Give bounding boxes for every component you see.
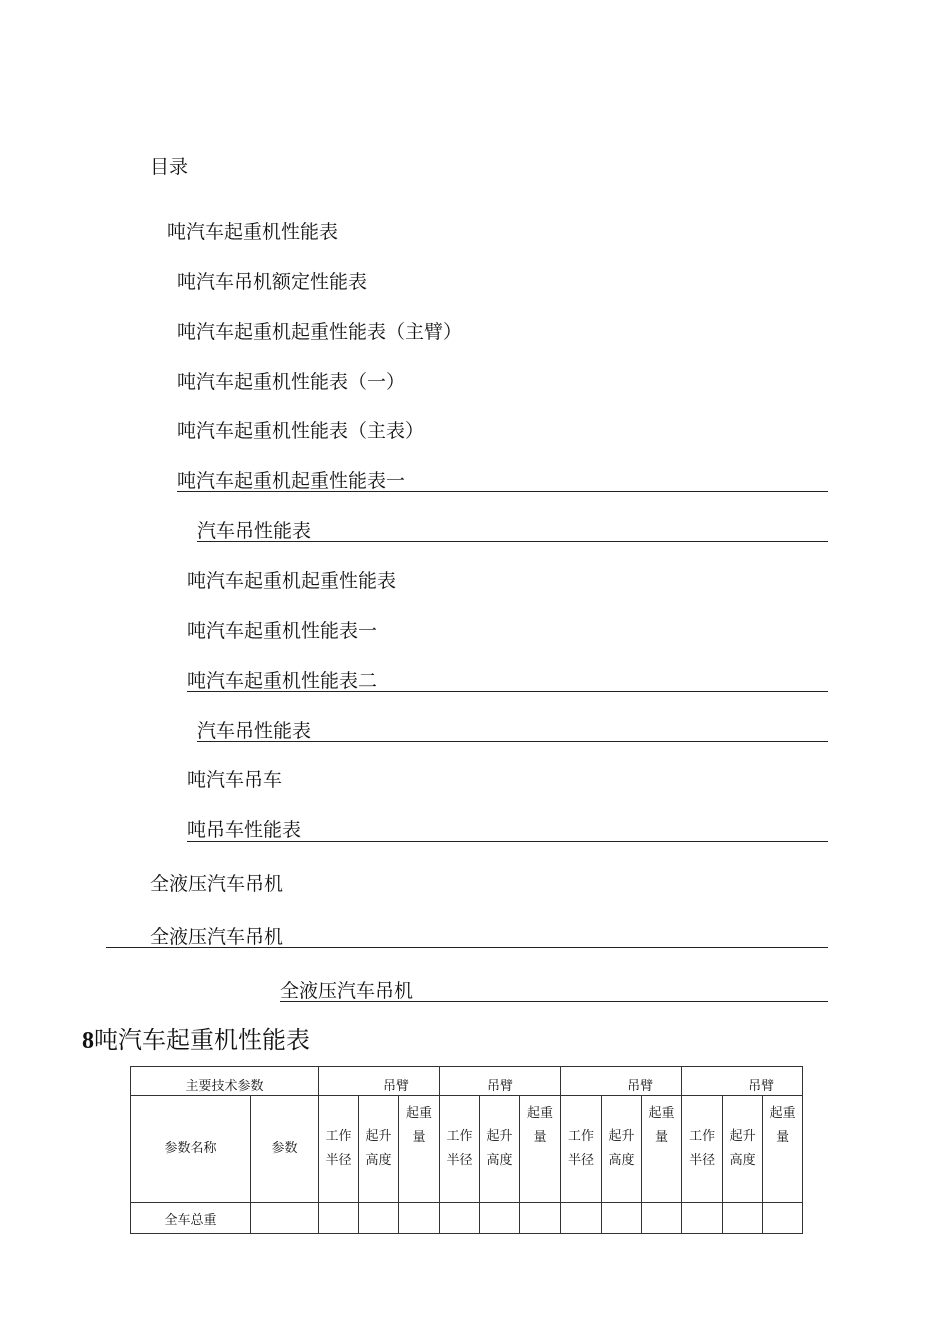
toc-item[interactable]: 全液压汽车吊机 <box>280 980 414 1002</box>
table-cell <box>399 1203 440 1234</box>
spec-table <box>130 1066 803 1234</box>
table-subheader-row <box>131 1096 803 1203</box>
toc-rule <box>187 691 828 692</box>
boom-header: 吊臂 <box>319 1067 440 1096</box>
toc-item[interactable]: 吨汽车吊车 <box>187 769 283 791</box>
toc-item[interactable]: 吨汽车起重机起重性能表 <box>187 570 397 592</box>
lift-weight-header: 起重量 <box>399 1096 440 1203</box>
table-header-row <box>131 1067 803 1096</box>
boom-header: 吊臂 <box>440 1067 561 1096</box>
main-params-header: 主要技术参数 <box>131 1067 319 1096</box>
section-number: 8 <box>82 1028 94 1054</box>
param-name-header: 参数名称 <box>131 1096 251 1203</box>
row-label-total-weight: 全车总重 <box>131 1203 251 1234</box>
boom-header: 吊臂 <box>682 1067 803 1096</box>
table-cell <box>440 1203 480 1234</box>
toc-item[interactable]: 汽车吊性能表 <box>197 720 312 742</box>
work-radius-header: 工作半径 <box>440 1096 480 1203</box>
work-radius-header: 工作半径 <box>561 1096 602 1203</box>
work-radius-header: 工作半径 <box>319 1096 359 1203</box>
section-heading <box>82 1020 310 1055</box>
toc-item[interactable]: 汽车吊性能表 <box>197 520 312 542</box>
table-cell <box>763 1203 803 1234</box>
toc-rule <box>197 541 828 542</box>
boom-header: 吊臂 <box>561 1067 682 1096</box>
toc-item[interactable]: 吨汽车起重机起重性能表（主臂） <box>177 321 463 343</box>
lift-weight-header: 起重量 <box>520 1096 561 1203</box>
toc-item[interactable]: 吨汽车吊机额定性能表 <box>177 271 368 293</box>
toc-item[interactable]: 吨汽车起重机性能表一 <box>187 620 378 642</box>
lift-height-header: 起升高度 <box>480 1096 520 1203</box>
table-cell <box>723 1203 763 1234</box>
lift-height-header: 起升高度 <box>359 1096 399 1203</box>
table-cell <box>319 1203 359 1234</box>
toc-item[interactable]: 全液压汽车吊机 <box>150 926 284 948</box>
lift-weight-header: 起重量 <box>642 1096 682 1203</box>
toc-rule <box>197 741 828 742</box>
lift-height-header: 起升高度 <box>723 1096 763 1203</box>
table-cell <box>480 1203 520 1234</box>
table-cell <box>682 1203 723 1234</box>
toc-rule <box>177 491 828 492</box>
lift-weight-header: 起重量 <box>763 1096 803 1203</box>
toc-title: 目录 <box>150 156 189 178</box>
toc-item[interactable]: 吨汽车起重机性能表（一） <box>177 371 406 393</box>
table-cell <box>561 1203 602 1234</box>
toc-item[interactable]: 吨吊车性能表 <box>187 819 302 841</box>
toc-item[interactable]: 吨汽车起重机性能表 <box>167 221 339 243</box>
table-cell <box>359 1203 399 1234</box>
toc-rule <box>280 1001 828 1002</box>
table-cell <box>251 1203 319 1234</box>
section-title: 吨汽车起重机性能表 <box>94 1026 310 1054</box>
table-cell <box>520 1203 561 1234</box>
lift-height-header: 起升高度 <box>602 1096 642 1203</box>
table-row <box>131 1203 803 1234</box>
toc-rule <box>106 947 828 948</box>
toc-item[interactable]: 吨汽车起重机性能表（主表） <box>177 420 425 442</box>
toc-rule <box>187 841 828 842</box>
toc-item[interactable]: 吨汽车起重机性能表二 <box>187 670 378 692</box>
toc-item[interactable]: 全液压汽车吊机 <box>150 873 284 895</box>
work-radius-header: 工作半径 <box>682 1096 723 1203</box>
table-cell <box>602 1203 642 1234</box>
param-header: 参数 <box>251 1096 319 1203</box>
toc-item[interactable]: 吨汽车起重机起重性能表一 <box>177 470 406 492</box>
table-cell <box>642 1203 682 1234</box>
